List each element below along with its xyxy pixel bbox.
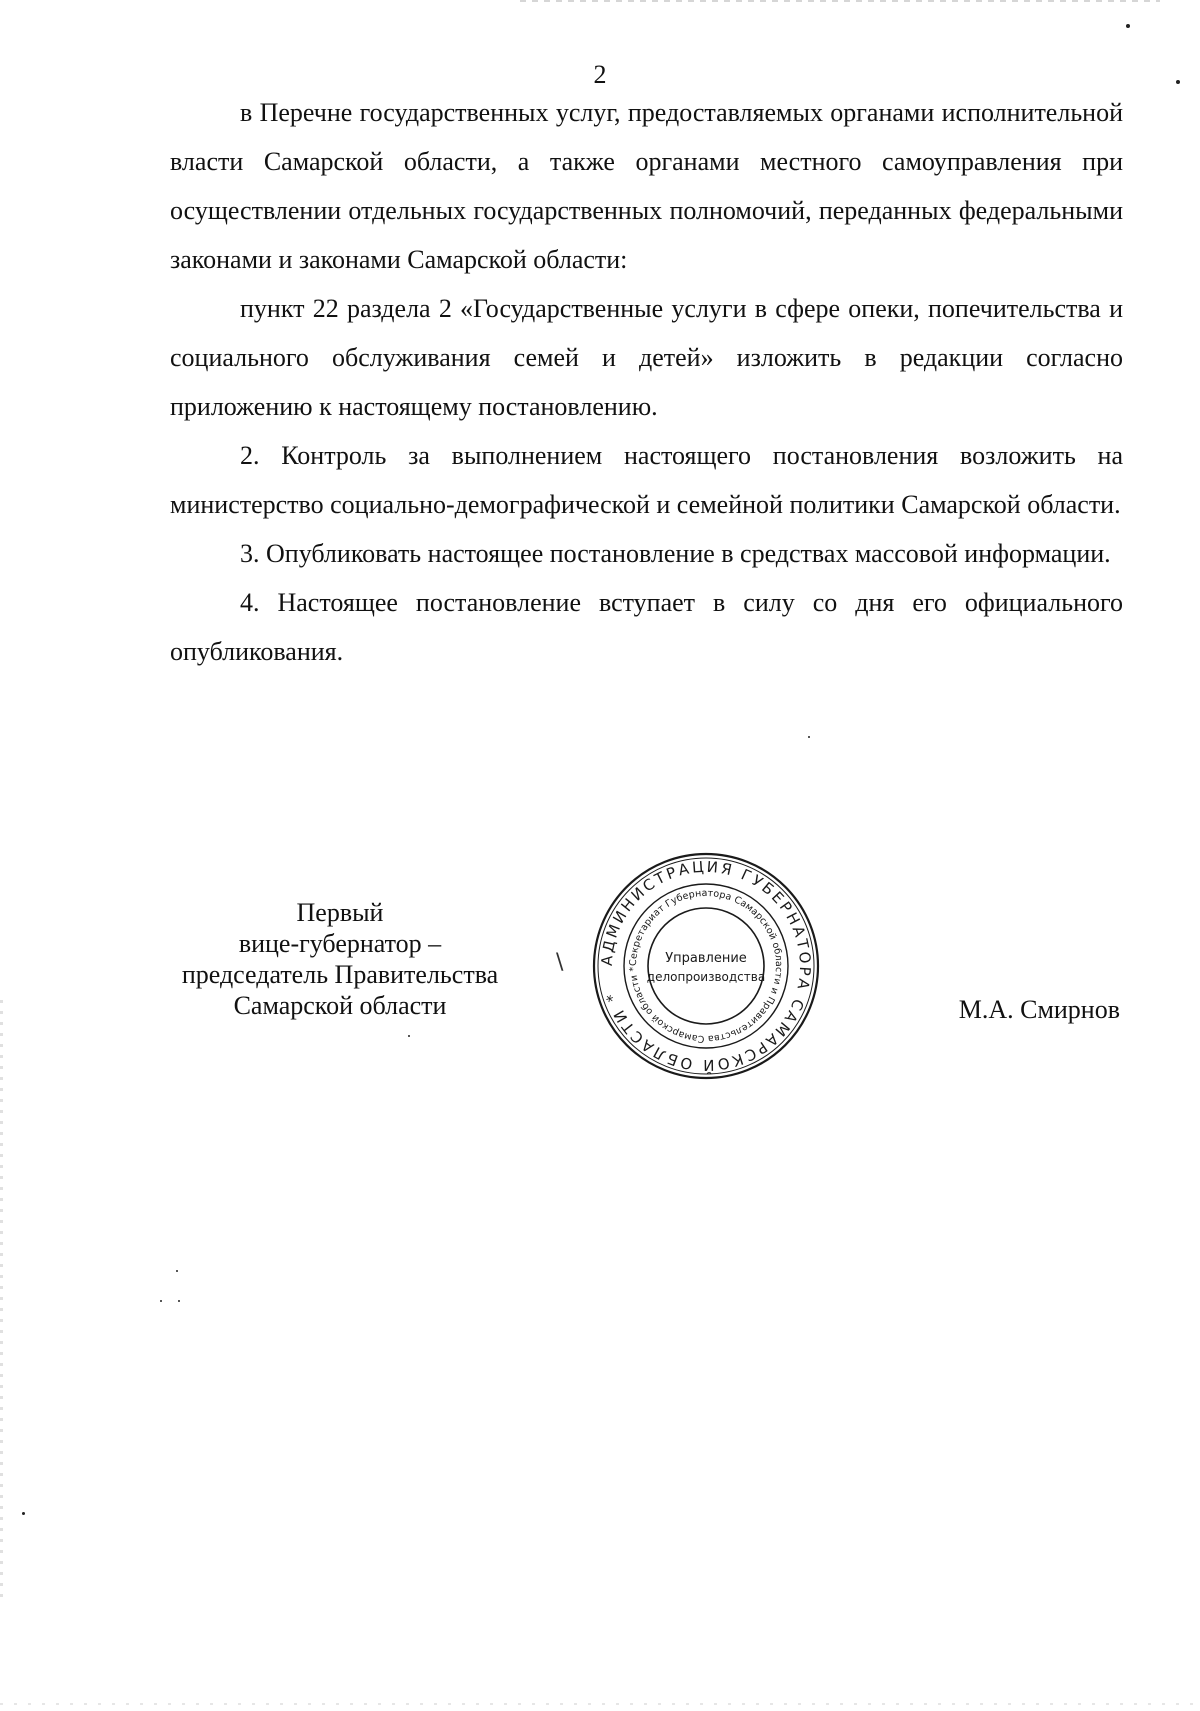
paragraph-item-22: пункт 22 раздела 2 «Государственные услуги в сфере опеки, попечительства и социального обслуживания семей и детей» изложить в редакции согласно приложению к настоящему постановлению. bbox=[170, 294, 1123, 421]
page-number-text: 2 bbox=[593, 60, 607, 89]
scan-speck bbox=[808, 736, 810, 738]
scan-speck bbox=[1176, 80, 1180, 84]
pen-stroke-mark: \ bbox=[556, 950, 564, 975]
seal-outer-text: АДМИНИСТРАЦИЯ ГУБЕРНАТОРА САМАРСКОЙ ОБЛАСТИ * bbox=[597, 857, 815, 1075]
scan-edge-top bbox=[520, 0, 1160, 2]
scan-speck bbox=[178, 1300, 180, 1302]
paragraph-effective: 4. Настоящее постановление вступает в силу со дня его официального опубликования. bbox=[170, 588, 1123, 666]
scan-edge-bottom bbox=[0, 1703, 1200, 1705]
signatory-name: М.А. Смирнов bbox=[958, 995, 1120, 1024]
signatory-title-line: Самарской области bbox=[233, 991, 447, 1020]
paragraph-control: 2. Контроль за выполнением настоящего постановления возложить на министерство социально-демографической и семейной политики Самарской области. bbox=[170, 441, 1123, 519]
signatory-title bbox=[170, 897, 510, 1021]
official-seal-stamp bbox=[590, 850, 822, 1082]
scan-edge-left bbox=[0, 1000, 3, 1600]
scan-speck bbox=[408, 1035, 410, 1037]
seal-graphic bbox=[590, 850, 822, 1082]
scan-speck bbox=[1126, 24, 1130, 28]
signatory-title-line: председатель Правительства bbox=[181, 960, 499, 989]
seal-center-line-1: Управление bbox=[665, 951, 747, 966]
seal-center-line-2: делопроизводства bbox=[646, 970, 766, 984]
signatory-title-line: Первый bbox=[296, 898, 384, 927]
signatory-title-line: вице-губернатор – bbox=[238, 929, 442, 958]
scan-speck bbox=[22, 1512, 25, 1515]
seal-inner-text: Секретариат Губернатора Самарской области и Правительства Самарской области * bbox=[627, 887, 785, 1045]
scan-speck bbox=[160, 1300, 162, 1302]
paragraph-publish: 3. Опубликовать настоящее постановление в средствах массовой информации. bbox=[240, 539, 1111, 568]
paragraph-list-intro: в Перечне государственных услуг, предоставляемых органами исполнительной власти Самарской области, а также органами местного самоуправления при осуществлении отдельных государственных полномочий, переданных федеральными законами и законами Самарской области: bbox=[170, 98, 1123, 274]
scan-speck bbox=[176, 1270, 178, 1272]
body-text bbox=[170, 88, 1123, 676]
